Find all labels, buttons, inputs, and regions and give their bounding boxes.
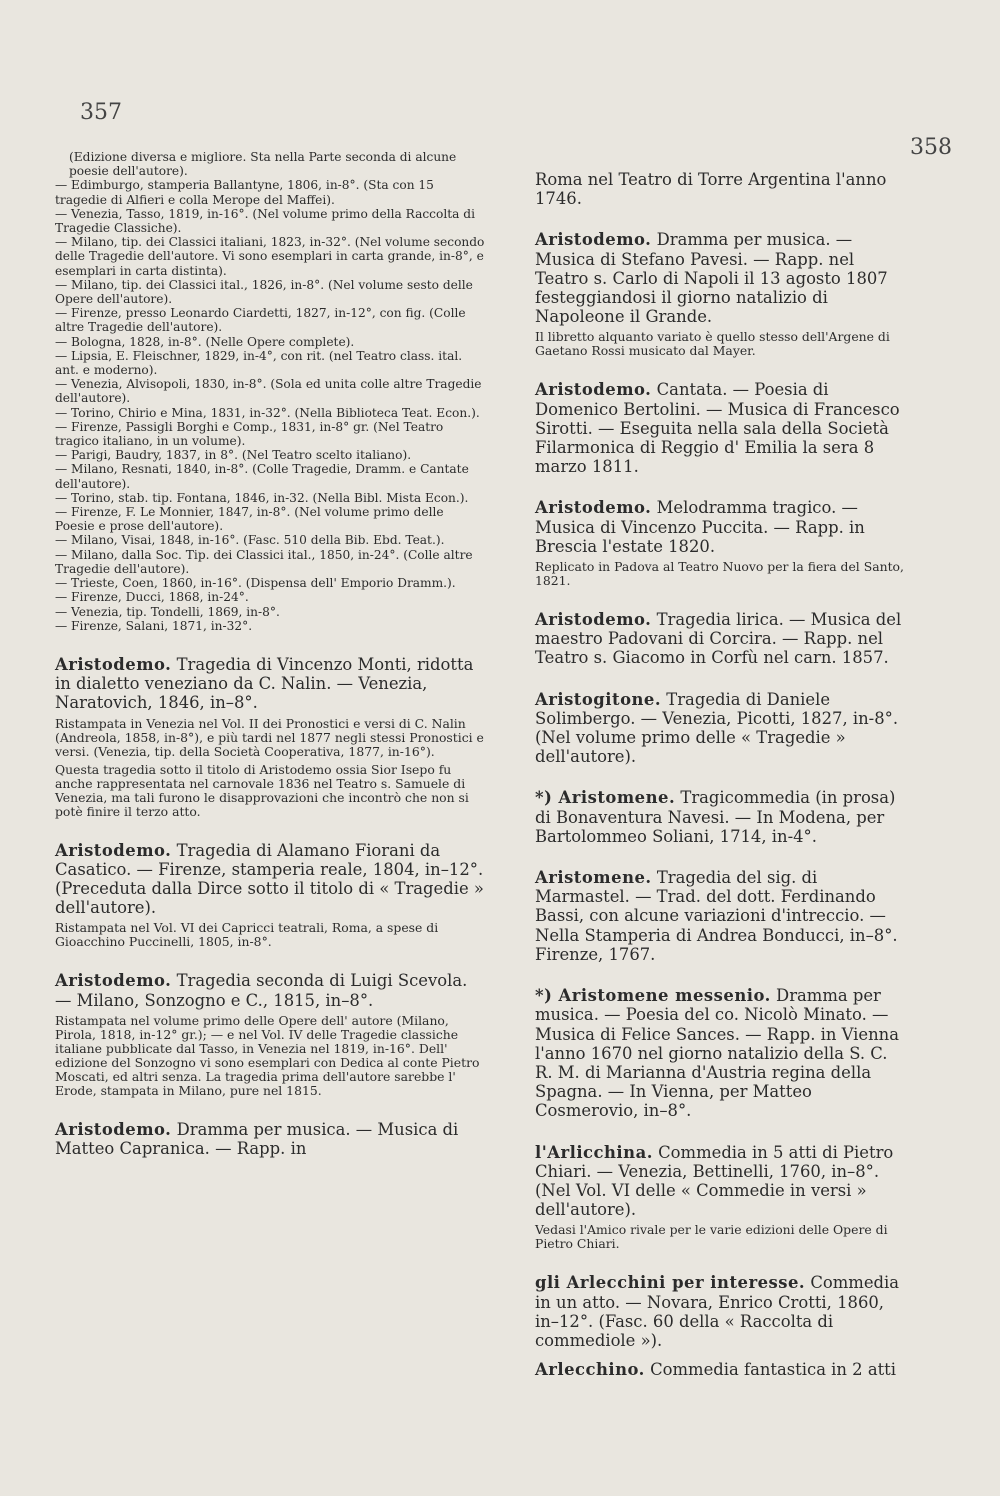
entry-heading: gli Arlecchini per interesse.	[535, 1273, 806, 1293]
entry-heading: Aristodemo.	[535, 498, 652, 518]
edition-line: — Torino, Chirio e Mina, 1831, in-32°. (Nella Biblioteca Teat. Econ.).	[55, 405, 480, 420]
entry-text: Tragicommedia (in prosa) di Bonaventura Navesi. — In Modena, per Bartolommeo Soliani, 1714, in-4°.	[535, 788, 896, 846]
entry-note: Ristampata nel volume primo delle Opere dell' autore (Milano, Pirola, 1818, in-12° gr.); — e nel Vol. IV delle Tragedie classiche italiane pubblicate dal Tasso, in Venezia nel 1819, in-16°. Dell' edizione del Sonzogno vi sono esemplari con Dedica al conte Pietro Moscati, ed altri senza. La tragedia prima dell'autore sarebbe l' Erode, stampata in Milano, pure nel 1815.	[55, 1012, 480, 1098]
catalog-entry	[535, 986, 910, 1120]
edition-line: — Venezia, Tasso, 1819, in-16°. (Nel volume primo della Raccolta di Tragedie Classiche).	[55, 206, 475, 236]
catalog-entry	[535, 690, 910, 767]
entry-heading: *) Aristomene.	[535, 788, 676, 808]
edition-line: — Trieste, Coen, 1860, in-16°. (Dispensa dell' Emporio Dramm.).	[55, 576, 456, 591]
entry-note: Ristampata nel Vol. VI dei Capricci teatrali, Roma, a spese di Gioacchino Puccinelli, 1805, in-8°.	[55, 920, 439, 950]
edition-line: — Torino, stab. tip. Fontana, 1846, in-32. (Nella Bibl. Mista Econ.).	[55, 490, 469, 505]
entry-note: Questa tragedia sotto il titolo di Aristodemo ossia Sior Isepo fu anche rappresentata nel carnovale 1836 nel Teatro s. Samuele di Venezia, ma tali furono le disapprovazioni che incontrò che non si potè finire il terzo atto.	[55, 761, 469, 819]
entry-note: Ristampata in Venezia nel Vol. II dei Pronostici e versi di C. Nalin (Andreola, 1858, in-8°), e più tardi nel 1877 negli stessi Pronostici e versi. (Venezia, tip. della Società Cooperativa, 1877, in-16°).	[55, 715, 484, 759]
entry-text: Dramma per musica. — Musica di Stefano Pavesi. — Rapp. nel Teatro s. Carlo di Napoli il 13 agosto 1807 festeggiandosi il giorno natalizio di Napoleone il Grande.	[535, 230, 888, 327]
entry-note: Vedasi l'Amico rivale per le varie edizioni delle Opere di Pietro Chiari.	[535, 1222, 888, 1252]
left-column	[55, 150, 485, 1158]
catalog-entry	[535, 868, 910, 964]
right-column	[535, 170, 910, 1379]
edition-line: — Bologna, 1828, in-8°. (Nelle Opere complete).	[55, 334, 355, 349]
edition-line: — Firenze, Passigli Borghi e Comp., 1831, in-8° gr. (Nel Teatro tragico italiano, in un volume).	[55, 419, 444, 449]
left-page-number: 357	[80, 100, 122, 125]
edition-line: — Milano, tip. dei Classici ital., 1826, in-8°. (Nel volume sesto delle Opere dell'autore).	[55, 277, 473, 307]
entry-text: Dramma per musica. — Poesia del co. Nicolò Minato. — Musica di Felice Sances. — Rapp. in Vienna l'anno 1670 nel giorno natalizio della S. C. R. M. di Marianna d'Austria regina della Spagna. — In Vienna, per Matteo Cosmerovio, in–8°.	[535, 986, 899, 1121]
right-page-number: 358	[910, 135, 952, 160]
entry-heading: *) Aristomene messenio.	[535, 986, 771, 1006]
entry-text: Tragedia del sig. di Marmastel. — Trad. del dott. Ferdinando Bassi, con alcune variazioni d'intreccio. — Nella Stamperia di Andrea Bonducci, in–8°. Firenze, 1767.	[535, 868, 898, 964]
edition-line: — Firenze, Salani, 1871, in-32°.	[55, 618, 253, 633]
catalog-entry	[55, 841, 485, 950]
entry-text: Tragedia di Vincenzo Monti, ridotta in dialetto veneziano da C. Nalin. — Venezia, Naratovich, 1846, in–8°.	[55, 654, 474, 713]
entry-text: Tragedia seconda di Luigi Scevola. — Milano, Sonzogno e C., 1815, in–8°.	[55, 971, 468, 1010]
edition-line: — Firenze, F. Le Monnier, 1847, in-8°. (Nel volume primo delle Poesie e prose dell'autore).	[55, 505, 444, 534]
catalog-entry	[55, 971, 485, 1097]
entry-heading: Aristodemo.	[535, 610, 652, 630]
entry-heading: Arlecchino.	[535, 1360, 645, 1380]
entry-text: Commedia in 5 atti di Pietro Chiari. — Venezia, Bettinelli, 1760, in–8°. (Nel Vol. VI delle « Commedie in versi » dell'autore).	[535, 1142, 894, 1220]
edition-line: — Parigi, Baudry, 1837, in 8°. (Nel Teatro scelto italiano).	[55, 448, 412, 463]
entry-heading: l'Arlicchina.	[535, 1142, 653, 1162]
edition-line: — Venezia, Alvisopoli, 1830, in-8°. (Sola ed unita colle altre Tragedie dell'autore).	[55, 377, 482, 406]
catalog-entry	[535, 230, 910, 358]
edition-line: — Edimburgo, stamperia Ballantyne, 1806, in-8°. (Sta con 15 tragedie di Alfieri e colla Merope del Maffei).	[55, 178, 434, 207]
edition-line: — Firenze, Ducci, 1868, in-24°.	[55, 590, 249, 605]
entry-heading: Aristodemo.	[535, 380, 652, 400]
edition-line: — Venezia, tip. Tondelli, 1869, in-8°.	[55, 604, 280, 619]
entry-heading: Aristomene.	[535, 868, 652, 888]
edition-line: (Edizione diversa e migliore. Sta nella Parte seconda di alcune poesie dell'autore).	[69, 150, 457, 179]
entry-note: Il libretto alquanto variato è quello stesso dell'Argene di Gaetano Rossi musicato dal Mayer.	[535, 329, 890, 359]
edition-line: — Lipsia, E. Fleischner, 1829, in-4°, con rit. (nel Teatro class. ital. ant. e moderno).	[55, 348, 463, 378]
entry-text: Tragedia di Alamano Fiorani da Casatico. — Firenze, stamperia reale, 1804, in–12°. (Preceduta dalla Dirce sotto il titolo di « Tragedie » dell'autore).	[55, 840, 484, 918]
catalog-entry	[535, 380, 910, 476]
entry-text: Dramma per musica. — Musica di Matteo Capranica. — Rapp. in	[55, 1119, 459, 1158]
entry-heading: Aristodemo.	[55, 840, 172, 860]
catalog-entry	[55, 1120, 485, 1158]
entry-heading: Aristodemo.	[55, 1119, 172, 1139]
edition-list	[55, 150, 485, 633]
edition-line: — Firenze, presso Leonardo Ciardetti, 1827, in-12°, con fig. (Colle altre Tragedie dell'autore).	[55, 306, 466, 335]
entry-text: Cantata. — Poesia di Domenico Bertolini. — Musica di Francesco Sirotti. — Eseguita nella sala della Società Filarmonica di Reggio d' Emilia la sera 8 marzo 1811.	[535, 380, 900, 477]
catalog-entry	[535, 1143, 910, 1252]
entry-note: Replicato in Padova al Teatro Nuovo per la fiera del Santo, 1821.	[535, 559, 904, 589]
catalog-entry	[535, 498, 910, 588]
edition-line: — Milano, Visai, 1848, in-16°. (Fasc. 510 della Bib. Ebd. Teat.).	[55, 533, 445, 548]
catalog-entry	[535, 788, 910, 846]
entry-heading: Aristodemo.	[55, 971, 172, 991]
entry-text: Commedia in un atto. — Novara, Enrico Crotti, 1860, in–12°. (Fasc. 60 della « Raccolta di commediole »).	[535, 1273, 900, 1350]
edition-line: — Milano, dalla Soc. Tip. dei Classici ital., 1850, in-24°. (Colle altre Tragedie dell'autore).	[55, 547, 473, 576]
continuation-text: Roma nel Teatro di Torre Argentina l'anno 1746.	[535, 170, 887, 209]
entry-text: Commedia fantastica in 2 atti	[650, 1360, 897, 1380]
edition-line: — Milano, tip. dei Classici italiani, 1823, in-32°. (Nel volume secondo delle Tragedie dell'autore. Vi sono esemplari in carta grande, in-8°, e esemplari in carta distinta).	[55, 235, 485, 278]
entry-text: Melodramma tragico. — Musica di Vincenzo Puccita. — Rapp. in Brescia l'estate 1820.	[535, 498, 865, 556]
entry-text: Tragedia di Daniele Solimbergo. — Venezia, Picotti, 1827, in-8°. (Nel volume primo delle « Tragedie » dell'autore).	[535, 689, 899, 767]
catalog-entry	[55, 655, 485, 819]
catalog-entry	[535, 1360, 910, 1379]
entry-heading: Aristodemo.	[55, 654, 172, 674]
edition-line: — Milano, Resnati, 1840, in-8°. (Colle Tragedie, Dramm. e Cantate dell'autore).	[55, 462, 469, 491]
catalog-entry	[535, 1273, 910, 1350]
entry-heading: Aristodemo.	[535, 230, 652, 250]
entry-text: Tragedia lirica. — Musica del maestro Padovani di Corcira. — Rapp. nel Teatro s. Giacomo in Corfù nel carn. 1857.	[535, 610, 902, 668]
catalog-entry	[535, 610, 910, 668]
entry-heading: Aristogitone.	[535, 689, 662, 709]
